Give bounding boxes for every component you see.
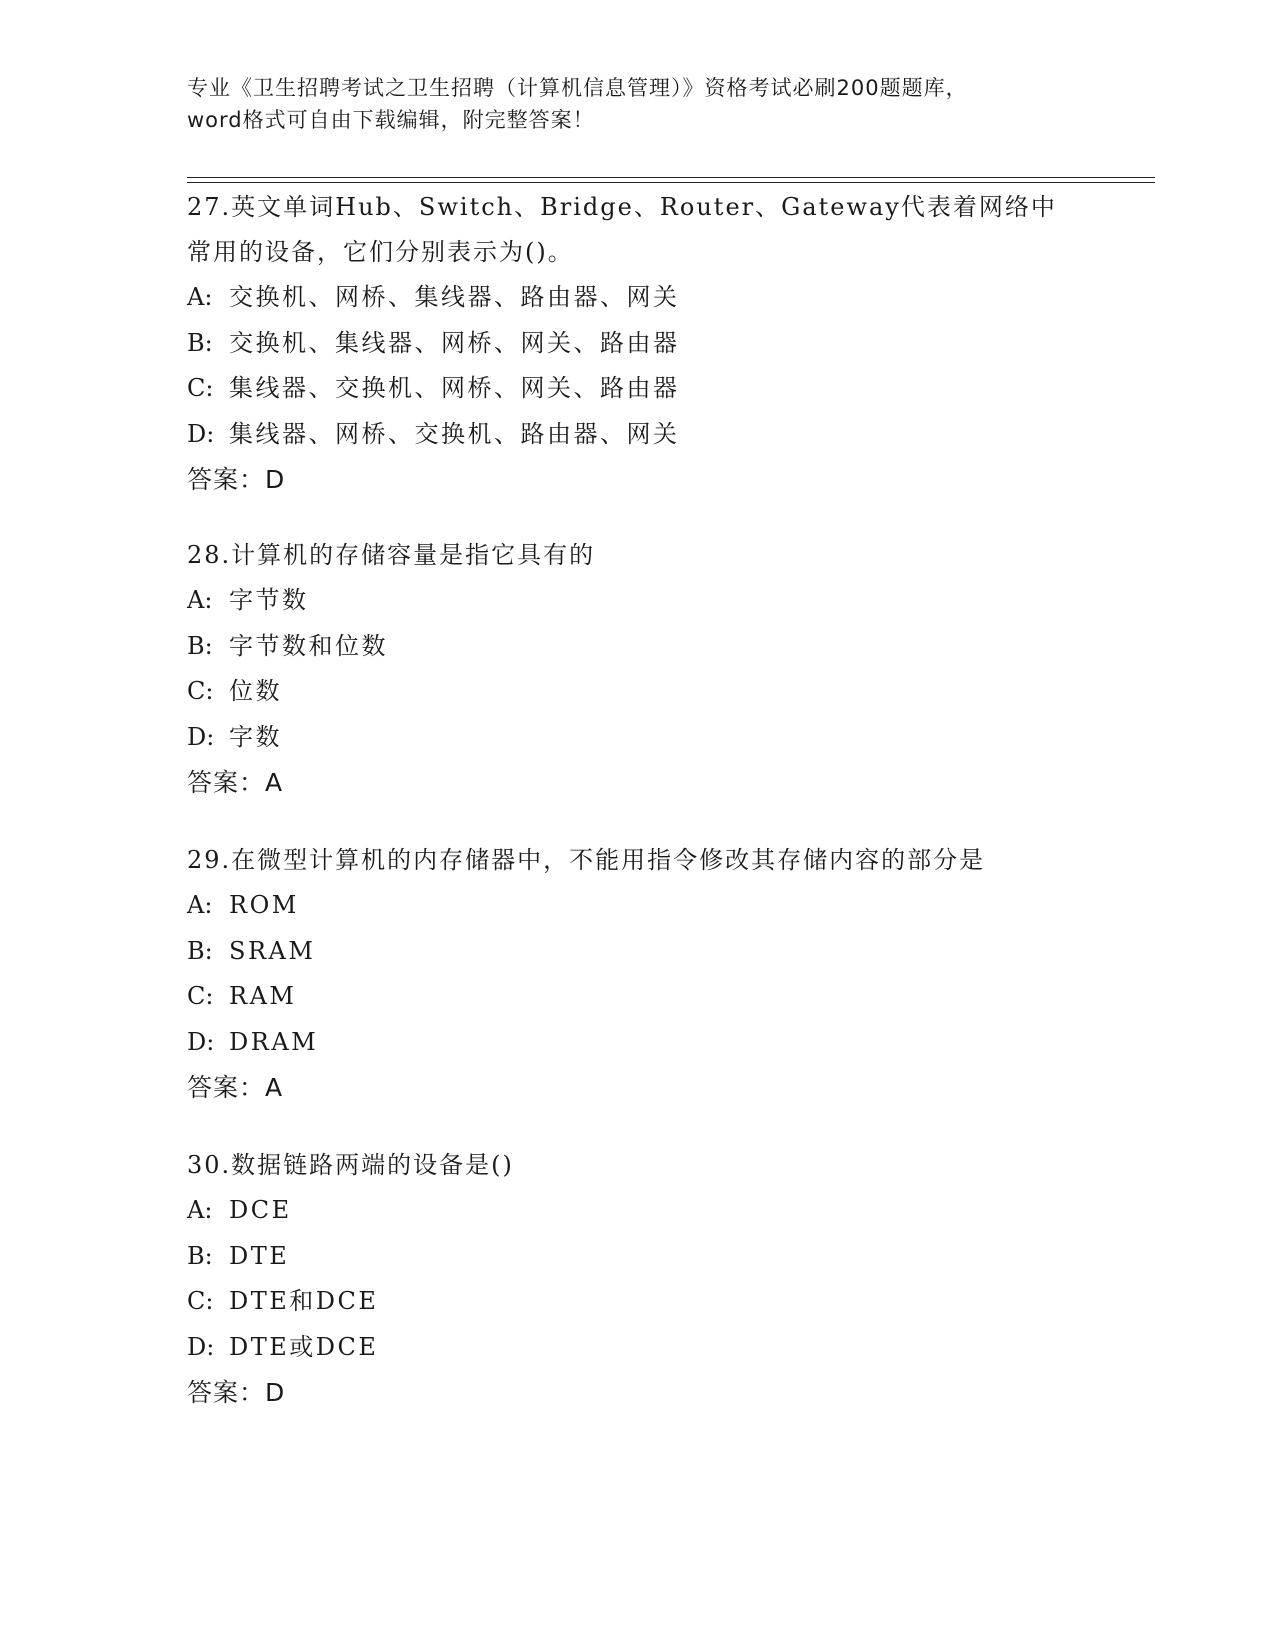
option-c (187, 669, 1087, 715)
option-d (187, 1325, 1087, 1371)
header-divider-top (187, 177, 1155, 178)
question-stem (187, 1143, 1087, 1188)
option-d (187, 1020, 1087, 1066)
option-letter: A: (187, 891, 213, 919)
option-text: SRAM (229, 936, 316, 965)
question-stem-line: 30.数据链路两端的设备是() (187, 1151, 514, 1179)
option-letter: D: (187, 722, 215, 751)
option-text: DCE (229, 1196, 292, 1224)
option-letter: A: (187, 283, 213, 311)
option-letter: D: (187, 419, 215, 448)
header-line-2: word格式可自由下载编辑，附完整答案！ (187, 108, 595, 132)
option-text: 交换机、集线器、网桥、网关、路由器 (229, 328, 680, 357)
option-letter: D: (187, 1332, 215, 1361)
question-stem-line: 27.英文单词Hub、Switch、Bridge、Router、Gateway代表着网络中 (187, 193, 1057, 221)
question-stem (187, 838, 1087, 883)
question-stem-line: 常用的设备，它们分别表示为()。 (187, 238, 574, 266)
option-text: DTE或DCE (229, 1332, 379, 1361)
option-letter: B: (187, 631, 213, 660)
document-header (187, 72, 1087, 136)
option-letter: C: (187, 982, 214, 1010)
header-line-1: 专业《卫生招聘考试之卫生招聘（计算机信息管理）》资格考试必刷200题题库， (187, 76, 968, 100)
option-b (187, 321, 1087, 367)
option-b (187, 624, 1087, 670)
option-d (187, 412, 1087, 458)
option-a (187, 1188, 1087, 1234)
option-b (187, 1234, 1087, 1280)
question-stem-line: 28.计算机的存储容量是指它具有的 (187, 541, 596, 569)
question-stem (187, 533, 1087, 578)
option-b (187, 929, 1087, 975)
option-letter: D: (187, 1027, 215, 1056)
option-letter: A: (187, 1196, 213, 1224)
option-text: RAM (229, 982, 297, 1010)
option-d (187, 715, 1087, 761)
option-text: 字数 (229, 722, 282, 751)
option-text: ROM (229, 891, 299, 919)
question-28 (187, 533, 1087, 805)
question-stem (187, 185, 1087, 275)
answer-line: 答案：D (187, 1378, 286, 1407)
option-letter: A: (187, 586, 213, 614)
option-text: 字节数 (229, 586, 309, 614)
question-29 (187, 838, 1087, 1110)
option-letter: B: (187, 328, 213, 357)
option-letter: C: (187, 1287, 214, 1315)
question-stem-line: 29.在微型计算机的内存储器中，不能用指令修改其存储内容的部分是 (187, 846, 986, 874)
option-letter: B: (187, 936, 213, 965)
option-c (187, 366, 1087, 412)
option-a (187, 275, 1087, 321)
option-a (187, 578, 1087, 624)
question-27 (187, 185, 1087, 502)
option-c (187, 1279, 1087, 1325)
option-text: 集线器、网桥、交换机、路由器、网关 (229, 419, 680, 448)
option-text: 交换机、网桥、集线器、路由器、网关 (229, 283, 680, 311)
option-a (187, 883, 1087, 929)
header-divider-bottom (187, 182, 1155, 183)
answer-line: 答案：D (187, 465, 286, 494)
option-text: 字节数和位数 (229, 631, 388, 660)
option-c (187, 974, 1087, 1020)
option-letter: B: (187, 1241, 213, 1270)
answer-line: 答案：A (187, 768, 284, 797)
answer-line: 答案：A (187, 1073, 284, 1102)
option-text: DRAM (229, 1027, 319, 1056)
option-text: DTE和DCE (229, 1287, 379, 1315)
option-letter: C: (187, 677, 214, 705)
option-text: DTE (229, 1241, 290, 1270)
option-text: 集线器、交换机、网桥、网关、路由器 (229, 374, 680, 402)
question-30 (187, 1143, 1087, 1415)
option-text: 位数 (229, 677, 282, 705)
option-letter: C: (187, 374, 214, 402)
